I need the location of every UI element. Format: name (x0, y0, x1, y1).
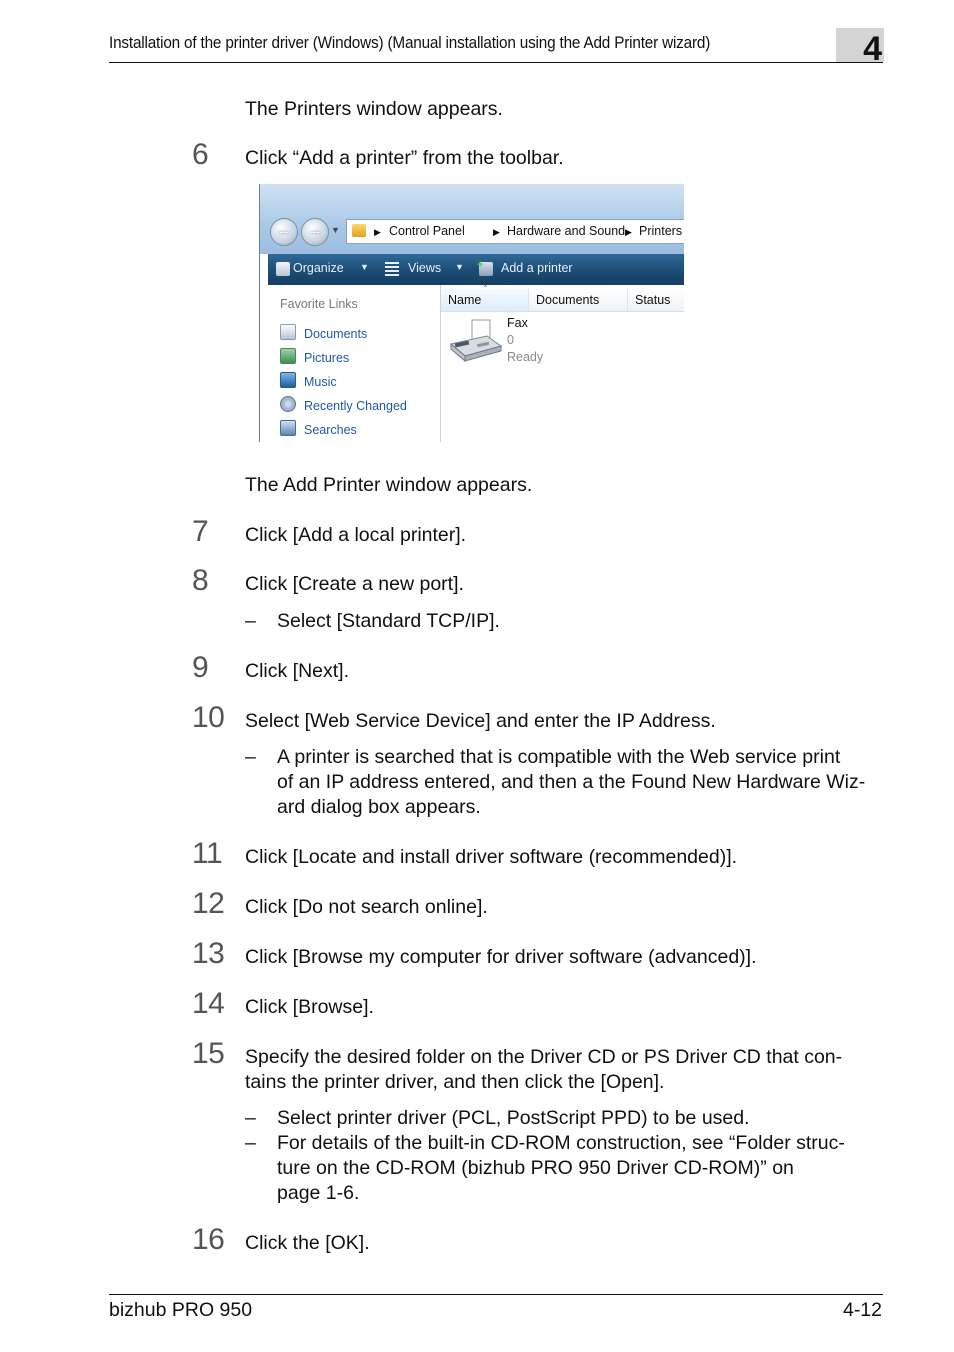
step-10-sub-line-3: ard dialog box appears. (277, 796, 481, 818)
bullet-dash: – (245, 746, 256, 768)
step-6-text: Click “Add a printer” from the toolbar. (245, 147, 564, 169)
step-number-9: 9 (192, 651, 209, 684)
step-14-text: Click [Browse]. (245, 996, 374, 1018)
step-number-13: 13 (192, 937, 225, 970)
add-plus-icon: + (477, 259, 484, 271)
running-header: Installation of the printer driver (Windows) (Manual installation using the Add Printer wizard) (109, 33, 711, 52)
step-10-sub-line-1: A printer is searched that is compatible with the Web service print (277, 746, 841, 768)
breadcrumb-printers[interactable]: Printers (639, 224, 683, 238)
step-10-sub-line-2: of an IP address entered, and then a the Found New Hardware Wiz- (277, 771, 866, 793)
bullet-dash: – (245, 1132, 256, 1154)
fax-machine-icon (447, 318, 503, 364)
favorite-link-label: Pictures (304, 351, 350, 365)
step-8-text: Click [Create a new port]. (245, 573, 464, 595)
views-icon (385, 262, 399, 276)
favorite-link-pictures[interactable] (280, 348, 349, 365)
favorite-link-label: Recently Changed (304, 399, 407, 413)
step-15-sub-2-line-2: ture on the CD-ROM (bizhub PRO 950 Driver CD-ROM)” on (277, 1157, 794, 1179)
step-15-sub-2-line-3: page 1-6. (277, 1182, 360, 1204)
printers-window-screenshot (259, 184, 684, 442)
step-number-14: 14 (192, 987, 225, 1020)
step-15-sub-1: Select printer driver (PCL, PostScript PPD) to be used. (277, 1107, 750, 1129)
step-12-text: Click [Do not search online]. (245, 896, 488, 918)
step-15-line-1: Specify the desired folder on the Driver CD or PS Driver CD that con- (245, 1046, 843, 1068)
command-toolbar (268, 254, 684, 285)
favorite-link-music[interactable] (280, 372, 337, 389)
favorite-link-searches[interactable] (280, 420, 357, 437)
step-10-text: Select [Web Service Device] and enter the IP Address. (245, 710, 716, 732)
step-number-12: 12 (192, 887, 225, 920)
step-15-sub-2-line-1: For details of the built-in CD-ROM construction, see “Folder struc- (277, 1132, 845, 1154)
views-dropdown-icon[interactable]: ▼ (455, 262, 464, 272)
favorite-links-heading: Favorite Links (280, 297, 358, 311)
chapter-tab (836, 28, 884, 68)
navigation-pane (268, 285, 441, 442)
pictures-icon (280, 348, 296, 364)
intro-printers-window: The Printers window appears. (245, 98, 503, 120)
footer-divider (109, 1294, 883, 1295)
music-icon (280, 372, 296, 388)
step-number-16: 16 (192, 1223, 225, 1256)
organize-dropdown-icon[interactable]: ▼ (360, 262, 369, 272)
favorite-link-label: Searches (304, 423, 357, 437)
breadcrumb-control-panel[interactable]: Control Panel (389, 224, 465, 238)
column-header-name[interactable]: Name (441, 289, 529, 311)
favorite-link-documents[interactable] (280, 324, 367, 341)
step-9-text: Click [Next]. (245, 660, 350, 682)
bullet-dash: – (245, 1107, 256, 1129)
back-arrow-icon: ← (276, 222, 292, 239)
views-button[interactable]: Views (408, 261, 442, 275)
recently-changed-icon (280, 396, 296, 412)
printers-folder-icon (352, 224, 366, 237)
step-13-text: Click [Browse my computer for driver software (advanced)]. (245, 946, 757, 968)
step-number-8: 8 (192, 564, 209, 597)
step-16-text: Click the [OK]. (245, 1232, 370, 1254)
add-a-printer-button[interactable]: Add a printer (501, 261, 573, 275)
address-bar-area (260, 184, 684, 254)
bullet-dash: – (245, 610, 256, 632)
breadcrumb-arrow-icon: ▶ (374, 227, 381, 237)
intro-add-printer-window: The Add Printer window appears. (245, 474, 533, 496)
favorite-link-recently-changed[interactable] (280, 396, 407, 413)
footer-page-number: 4-12 (842, 1299, 882, 1321)
footer-product-name: bizhub PRO 950 (109, 1299, 253, 1321)
address-field[interactable] (346, 219, 684, 244)
step-11-text: Click [Locate and install driver software (recommended)]. (245, 846, 738, 868)
forward-button[interactable] (301, 218, 329, 246)
breadcrumb-hardware-and-sound[interactable]: Hardware and Sound (507, 224, 626, 238)
step-number-7: 7 (192, 515, 209, 548)
back-button[interactable] (270, 218, 298, 246)
step-number-11: 11 (192, 837, 223, 870)
column-header-documents[interactable]: Documents (529, 289, 628, 311)
printers-list-pane (441, 285, 684, 442)
documents-icon (280, 324, 296, 340)
breadcrumb-arrow-icon: ▶ (625, 227, 632, 237)
organize-icon (276, 262, 290, 276)
chapter-number: 4 (863, 30, 882, 68)
favorite-link-label: Documents (304, 327, 368, 341)
step-number-10: 10 (192, 701, 225, 734)
printer-name: Fax (507, 316, 528, 330)
searches-icon (280, 420, 296, 436)
favorite-link-label: Music (304, 375, 337, 389)
step-15-line-2: tains the printer driver, and then click the [Open]. (245, 1071, 665, 1093)
printer-document-count: 0 (507, 333, 514, 347)
step-8-sub-text: Select [Standard TCP/IP]. (277, 610, 500, 632)
recent-pages-chevron-icon[interactable]: ▼ (331, 225, 340, 235)
forward-arrow-icon: → (307, 222, 323, 239)
step-7-text: Click [Add a local printer]. (245, 524, 467, 546)
column-header-status[interactable]: Status (635, 293, 671, 307)
header-divider (109, 62, 883, 63)
step-number-6: 6 (192, 138, 209, 171)
step-number-15: 15 (192, 1037, 225, 1070)
organize-button[interactable]: Organize (293, 261, 344, 275)
fax-printer-item[interactable] (441, 311, 684, 371)
printer-status: Ready (507, 350, 544, 364)
breadcrumb-arrow-icon: ▶ (493, 227, 500, 237)
